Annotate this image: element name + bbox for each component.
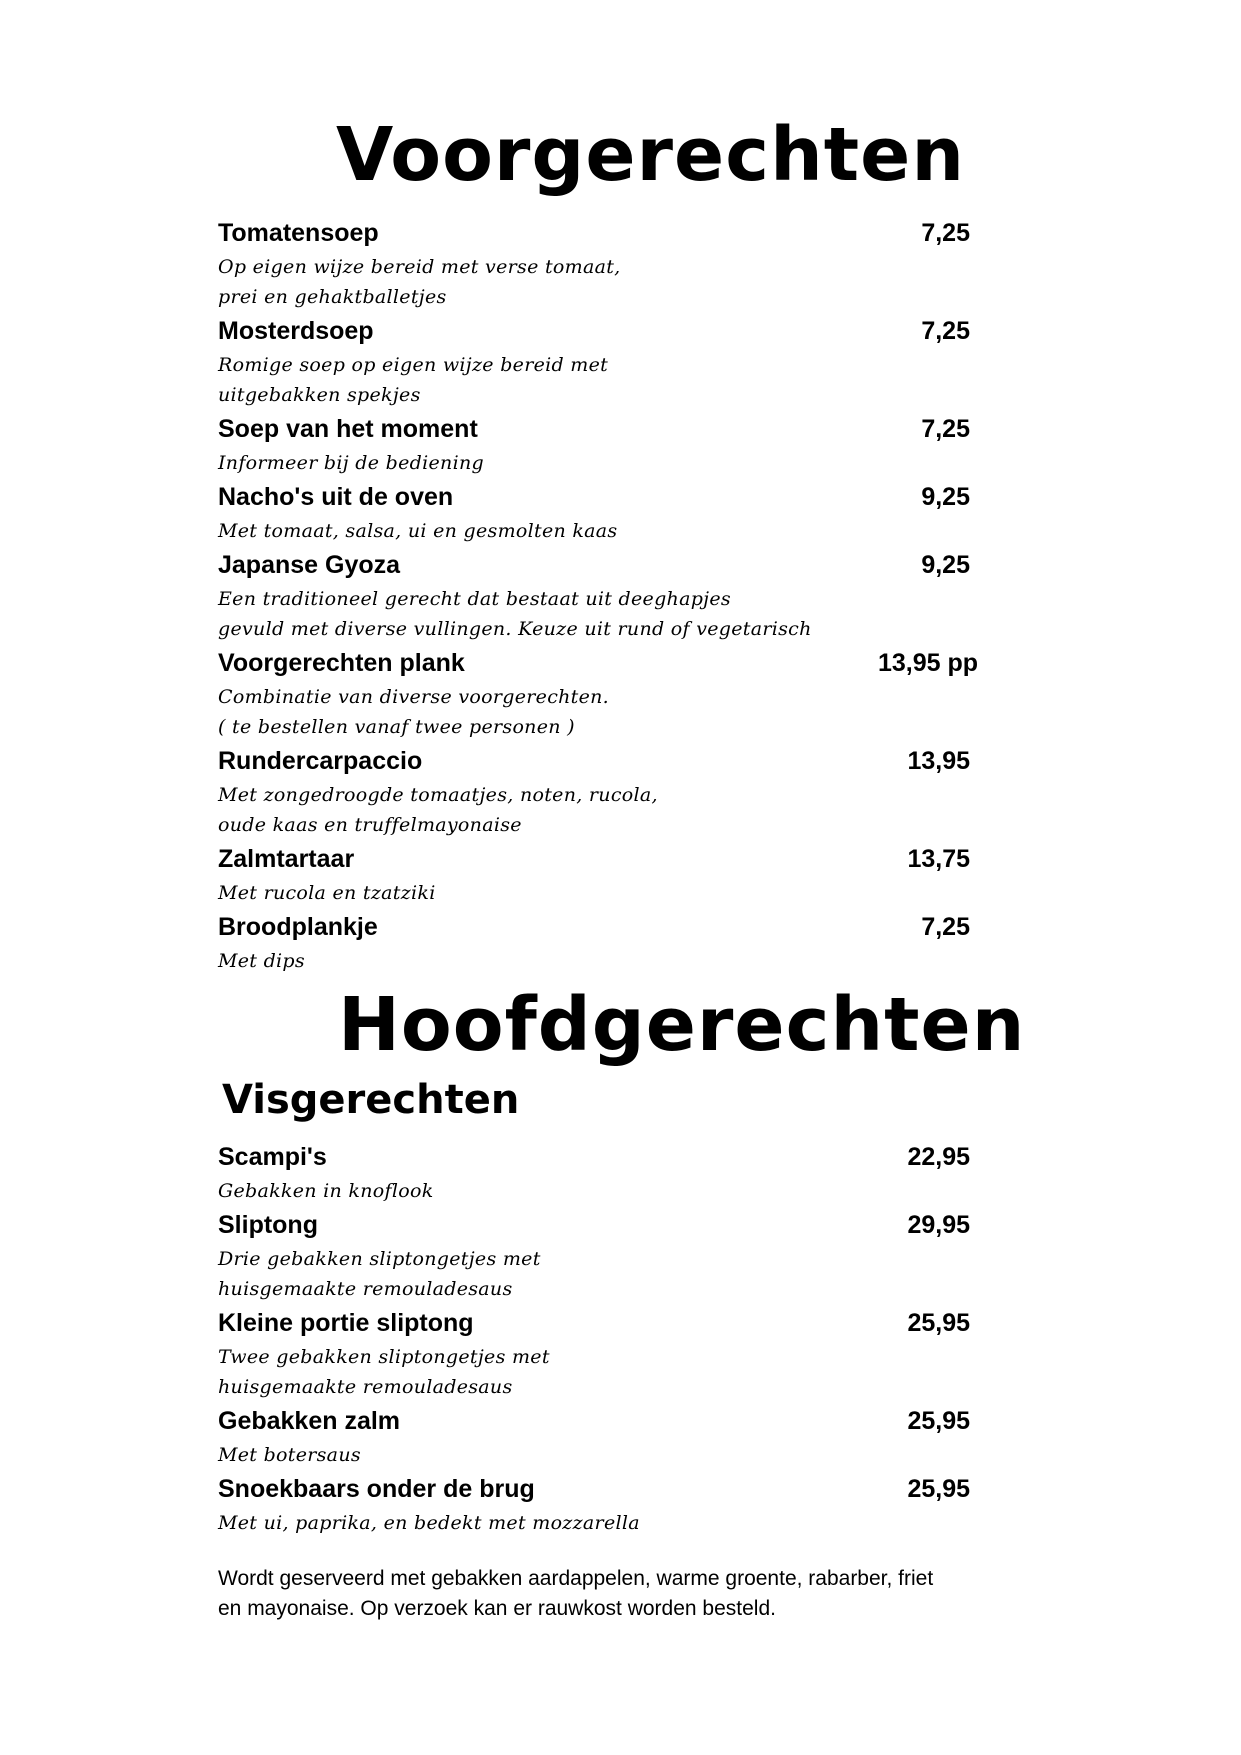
- item-name: Soep van het moment: [218, 415, 478, 443]
- menu-item: [218, 1470, 978, 1538]
- item-description: Met dips: [218, 950, 305, 972]
- item-price: 25,95: [907, 1475, 970, 1503]
- item-price: 7,25: [921, 317, 970, 345]
- item-description: Een traditioneel gerecht dat bestaat uit deeghapjes gevuld met diverse vullingen. Keuze uit rund of vegetarisch: [218, 588, 812, 640]
- menu-item: [218, 1138, 978, 1206]
- item-name: Kleine portie sliptong: [218, 1309, 474, 1337]
- menu-item: [218, 410, 978, 478]
- menu-item: [218, 742, 978, 840]
- item-price: 7,25: [921, 415, 970, 443]
- mains-title: Hoofdgerechten: [338, 982, 1026, 1068]
- menu-item: [218, 1304, 978, 1402]
- starters-title: Voorgerechten: [336, 112, 966, 198]
- item-name: Snoekbaars onder de brug: [218, 1475, 535, 1503]
- item-name: Gebakken zalm: [218, 1407, 401, 1435]
- item-description: Met botersaus: [218, 1444, 361, 1466]
- item-description: Met zongedroogde tomaatjes, noten, rucola, oude kaas en truffelmayonaise: [218, 784, 658, 836]
- item-name: Scampi's: [218, 1143, 327, 1171]
- menu-item: [218, 214, 978, 312]
- starters-list: [218, 214, 978, 976]
- menu-item: [218, 1206, 978, 1304]
- item-description: Op eigen wijze bereid met verse tomaat, prei en gehaktballetjes: [218, 256, 621, 308]
- serving-note: Wordt geserveerd met gebakken aardappelen, warme groente, rabarber, friet en mayonaise. Op verzoek kan er rauwkost worden besteld.: [218, 1567, 934, 1620]
- menu-item: [218, 908, 978, 976]
- item-price: 9,25: [921, 483, 970, 511]
- item-description: Informeer bij de bediening: [218, 452, 484, 474]
- item-description: Met rucola en tzatziki: [218, 882, 436, 904]
- fish-list: [218, 1138, 978, 1538]
- item-name: Nacho's uit de oven: [218, 483, 454, 511]
- item-description: Met ui, paprika, en bedekt met mozzarella: [218, 1512, 640, 1534]
- item-price: 25,95: [907, 1309, 970, 1337]
- item-name: Zalmtartaar: [218, 845, 355, 873]
- item-name: Japanse Gyoza: [218, 551, 401, 579]
- menu-item: [218, 478, 978, 546]
- item-name: Sliptong: [218, 1211, 318, 1239]
- item-description: Drie gebakken sliptongetjes met huisgemaakte remouladesaus: [218, 1248, 541, 1300]
- item-name: Rundercarpaccio: [218, 747, 423, 775]
- menu-item: [218, 644, 978, 742]
- item-description: Met tomaat, salsa, ui en gesmolten kaas: [218, 520, 618, 542]
- menu-page: [218, 110, 1026, 1624]
- item-description: Twee gebakken sliptongetjes met huisgemaakte remouladesaus: [218, 1346, 550, 1398]
- item-name: Voorgerechten plank: [218, 649, 465, 677]
- item-price: 9,25: [921, 551, 970, 579]
- fish-subsection-title: Visgerechten: [222, 1077, 520, 1123]
- item-price: 13,95: [907, 747, 970, 775]
- item-description: Romige soep op eigen wijze bereid met uitgebakken spekjes: [218, 354, 609, 406]
- item-price: 22,95: [907, 1143, 970, 1171]
- item-name: Tomatensoep: [218, 219, 379, 247]
- item-price: 25,95: [907, 1407, 970, 1435]
- item-price: 7,25: [921, 913, 970, 941]
- menu-item: [218, 840, 978, 908]
- item-price: 29,95: [907, 1211, 970, 1239]
- item-description: Combinatie van diverse voorgerechten. ( te bestellen vanaf twee personen ): [218, 686, 610, 738]
- menu-item: [218, 1402, 978, 1470]
- item-price: 13,75: [907, 845, 970, 873]
- item-price: 7,25: [921, 219, 970, 247]
- item-name: Broodplankje: [218, 913, 378, 941]
- menu-item: [218, 546, 978, 644]
- item-name: Mosterdsoep: [218, 317, 374, 345]
- menu-item: [218, 312, 978, 410]
- item-price: 13,95 pp: [877, 649, 978, 677]
- item-description: Gebakken in knoflook: [218, 1180, 434, 1202]
